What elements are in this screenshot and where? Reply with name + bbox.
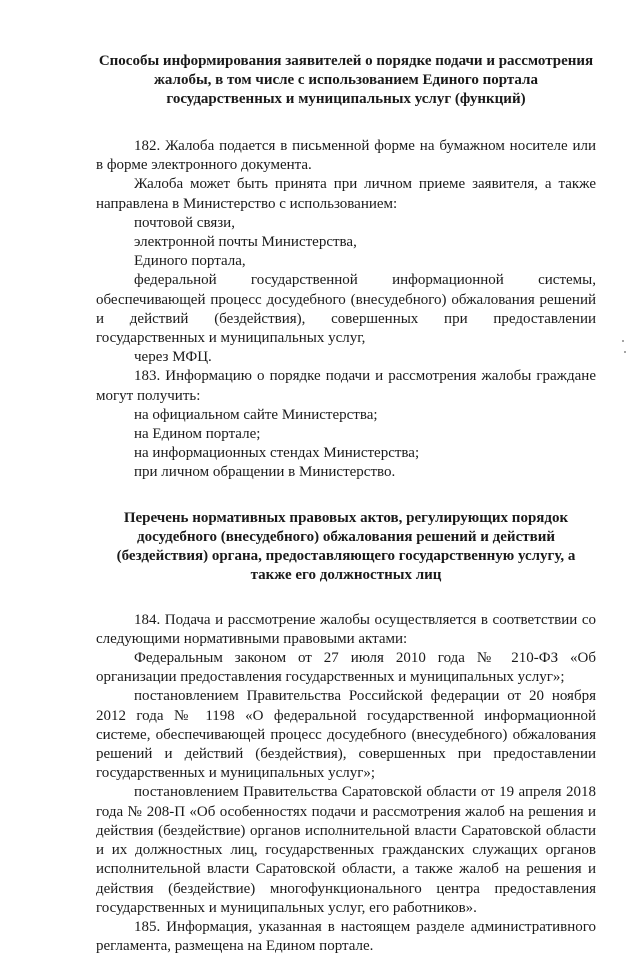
paragraph-law-210-fz: Федеральным законом от 27 июля 2010 года № 210-ФЗ «Об организации предоставления государственных и муниципальных услуг»; <box>96 650 596 686</box>
section-heading-legal-acts: Перечень нормативных правовых актов, регулирующих порядок досудебного (внесудебного) обжалования решений и действий (бездействия) органа, предоставляющего государственную услугу, а также его должностных лиц <box>116 509 576 583</box>
scan-speck <box>622 340 624 342</box>
paragraph-complaint-channels: Жалоба может быть принята при личном приеме заявителя, а также направлена в Министерство с использованием: <box>96 176 596 212</box>
document-page <box>96 52 596 956</box>
paragraph-184: 184. Подача и рассмотрение жалобы осуществляется в соответствии со следующими нормативными правовыми актами: <box>96 611 596 647</box>
list-item-email: электронной почты Министерства, <box>134 234 357 251</box>
paragraph-182: 182. Жалоба подается в письменной форме на бумажном носителе или в форме электронного документа. <box>96 138 596 174</box>
section-heading-informing: Способы информирования заявителей о порядке подачи и рассмотрения жалобы, в том числе с использованием Единого портала государственных и муниципальных услуг (функций) <box>98 53 594 107</box>
list-item-mfc: через МФЦ. <box>134 349 212 366</box>
paragraph-decree-1198: постановлением Правительства Российской федерации от 20 ноября 2012 года № 1198 «О федеральной государственной информационной системе, обеспечивающей процесс досудебного (внесудебного) обжалования решений и действий (бездействия), совершенных при предоставлении государственных и муниципальных услуг»; <box>96 688 596 782</box>
list-item-official-site: на официальном сайте Министерства; <box>134 406 378 423</box>
list-item-personal-visit: при личном обращении в Министерство. <box>134 464 396 481</box>
list-item-portal: Единого портала, <box>134 253 246 270</box>
list-item-info-stands: на информационных стендах Министерства; <box>134 445 420 462</box>
paragraph-decree-208-p: постановлением Правительства Саратовской области от 19 апреля 2018 года № 208-П «Об особенностях подачи и рассмотрения жалоб на решения и действия (бездействие) органов исполнительной власти Саратовской области и их должностных лиц, государственных гражданских служащих органов исполнительной власти Саратовской области, а также жалоб на решения и действия (бездействие) многофункционального центра предоставления государственных и муниципальных услуг, его работников». <box>96 784 596 916</box>
list-item-postal: почтовой связи, <box>134 214 235 231</box>
paragraph-185: 185. Информация, указанная в настоящем разделе административного регламента, размещена на Едином портале. <box>96 918 596 955</box>
list-item-unified-portal: на Едином портале; <box>134 426 261 443</box>
paragraph-federal-system: федеральной государственной информационной системы, обеспечивающей процесс досудебного (внесудебного) обжалования решений и действий (бездействия), совершенных при предоставлении государственных и муниципальных услуг, <box>96 272 596 347</box>
paragraph-183: 183. Информацию о порядке подачи и рассмотрения жалобы граждане могут получить: <box>96 368 596 404</box>
scan-speck <box>624 351 626 353</box>
